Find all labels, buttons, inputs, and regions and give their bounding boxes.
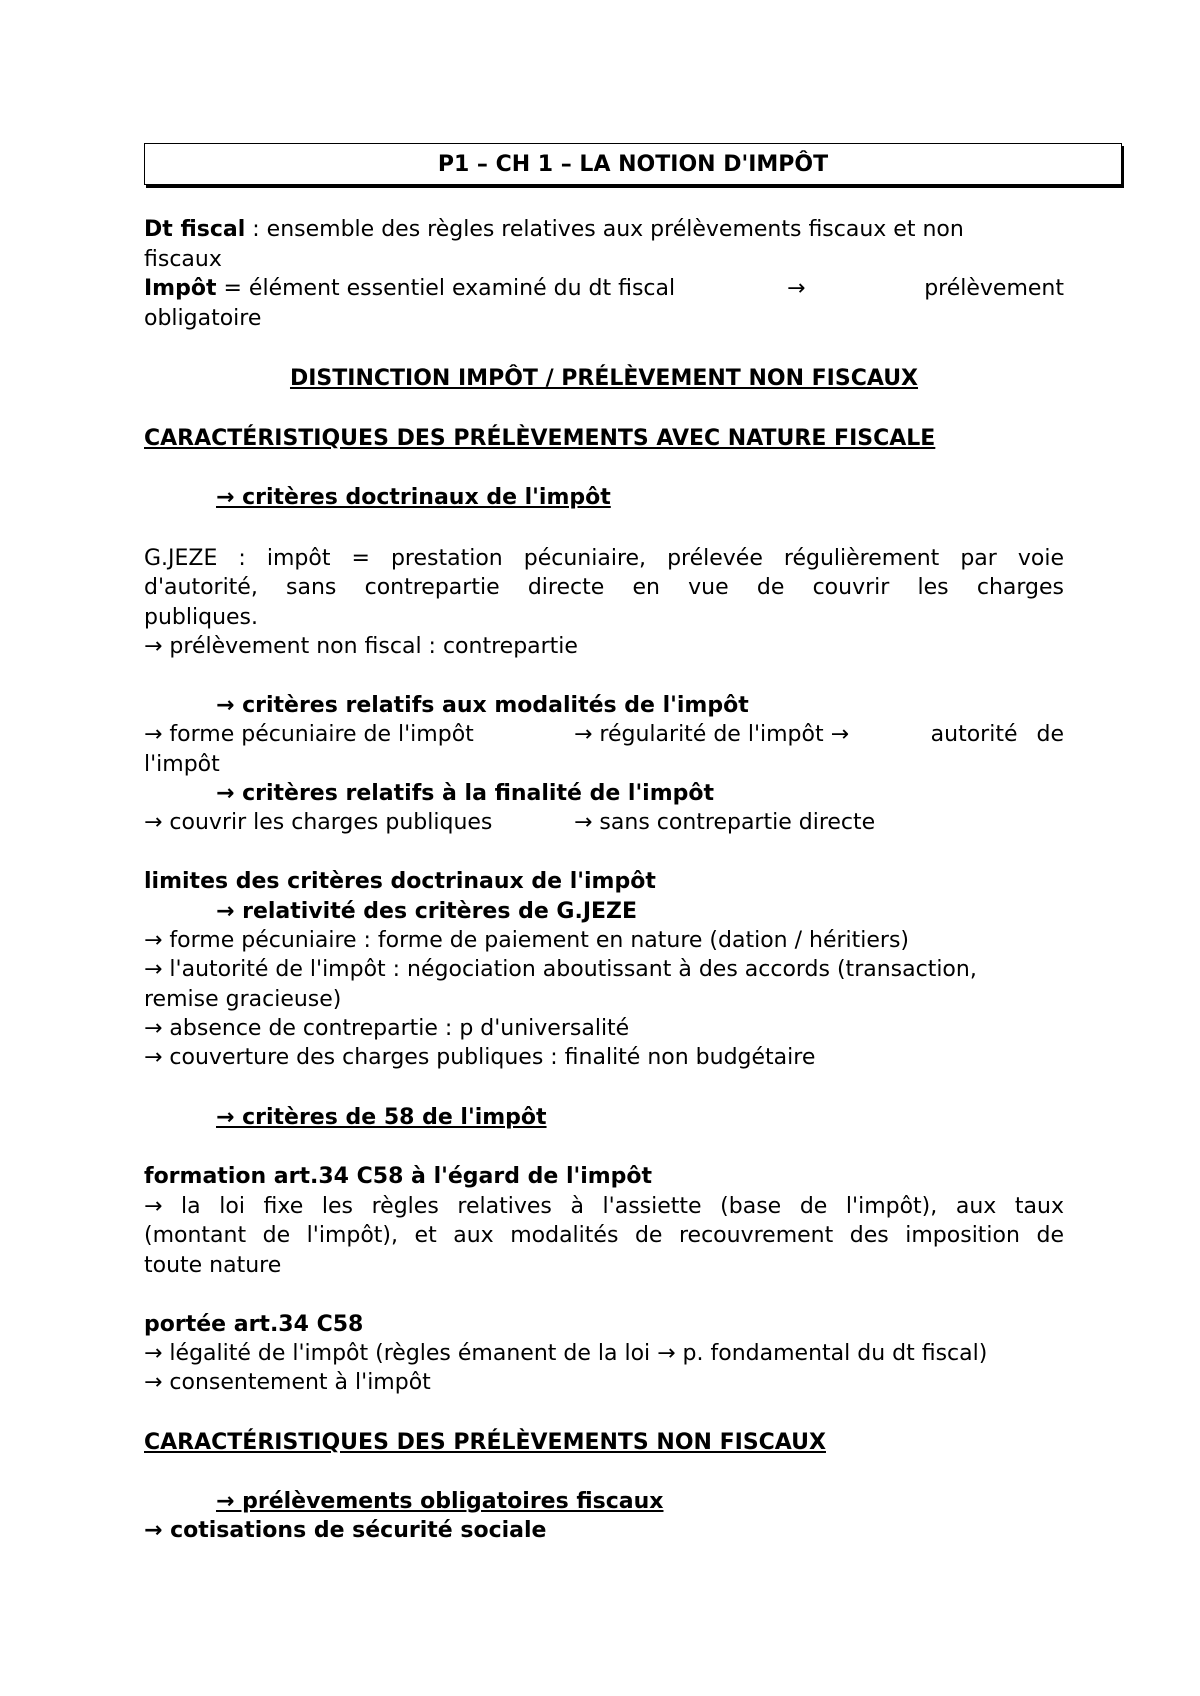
heading-criteres-58: → critères de 58 de l'impôt <box>216 1105 547 1130</box>
intro-impot-cont: obligatoire <box>144 306 262 331</box>
heading-modalites: → critères relatifs aux modalités de l'impôt <box>216 693 749 718</box>
limites-sub: → relativité des critères de G.JEZE <box>216 899 638 924</box>
impot-label: Impôt <box>144 276 217 301</box>
heading-formation: formation art.34 C58 à l'égard de l'impôt <box>144 1164 653 1189</box>
heading-finalite: → critères relatifs à la finalité de l'impôt <box>216 781 715 806</box>
limites-line-5: → couverture des charges publiques : finalité non budgétaire <box>144 1045 816 1070</box>
page-title: P1 – CH 1 – LA NOTION D'IMPÔT <box>144 143 1122 185</box>
formation-line-3: toute nature <box>144 1253 282 1278</box>
finalite-a: → couvrir les charges publiques <box>144 810 493 835</box>
intro-dt-line <box>144 215 964 245</box>
dt-fiscal-label: Dt fiscal <box>144 217 246 242</box>
portee-line-1: → légalité de l'impôt (règles émanent de la loi → p. fondamental du dt fiscal) <box>144 1341 988 1366</box>
modalites-d: l'impôt <box>144 752 220 777</box>
heading-carac-non-fiscaux: CARACTÉRISTIQUES DES PRÉLÈVEMENTS NON FISCAUX <box>144 1430 826 1455</box>
modalites-line <box>144 720 1064 750</box>
heading-distinction: DISTINCTION IMPÔT / PRÉLÈVEMENT NON FISCAUX <box>289 366 919 391</box>
heading-limites: limites des critères doctrinaux de l'impôt <box>144 869 656 894</box>
impot-text: = élément essentiel examiné du dt fiscal <box>216 276 676 301</box>
limites-line-2: → l'autorité de l'impôt : négociation aboutissant à des accords (transaction, <box>144 957 977 982</box>
modalites-c: autorité de <box>930 722 1064 747</box>
limites-line-3: remise gracieuse) <box>144 987 342 1012</box>
portee-line-2: → consentement à l'impôt <box>144 1370 431 1395</box>
finalite-b: → sans contrepartie directe <box>574 810 876 835</box>
jeze-line-1: G.JEZE : impôt = prestation pécuniaire, prélevée régulièrement par voie <box>144 546 1064 571</box>
jeze-line-4: → prélèvement non fiscal : contrepartie <box>144 634 578 659</box>
heading-criteres-doctrinaux: → critères doctrinaux de l'impôt <box>216 485 611 510</box>
modalites-a: → forme pécuniaire de l'impôt <box>144 722 474 747</box>
cotisations-line: → cotisations de sécurité sociale <box>144 1518 547 1543</box>
intro-impot-line <box>144 274 1064 304</box>
formation-line-2: (montant de l'impôt), et aux modalités de recouvrement des imposition de <box>144 1223 1064 1248</box>
arrow-icon: → <box>787 276 806 301</box>
jeze-line-2: d'autorité, sans contrepartie directe en vue de couvrir les charges <box>144 575 1064 600</box>
heading-prelevements-oblig: → prélèvements obligatoires fiscaux <box>216 1489 664 1514</box>
heading-carac-fiscale: CARACTÉRISTIQUES DES PRÉLÈVEMENTS AVEC NATURE FISCALE <box>144 426 936 451</box>
dt-fiscal-text: : ensemble des règles relatives aux prélèvements fiscaux et non <box>245 217 964 242</box>
finalite-line <box>144 808 1064 838</box>
intro-dt-cont: fiscaux <box>144 247 222 272</box>
modalites-b: → régularité de l'impôt → <box>574 722 850 747</box>
impot-right: prélèvement <box>924 276 1064 301</box>
limites-line-4: → absence de contrepartie : p d'universalité <box>144 1016 630 1041</box>
jeze-line-3: publiques. <box>144 605 258 630</box>
heading-portee: portée art.34 C58 <box>144 1312 364 1337</box>
limites-line-1: → forme pécuniaire : forme de paiement en nature (dation / héritiers) <box>144 928 909 953</box>
document-body <box>144 0 1144 1696</box>
formation-line-1: → la loi fixe les règles relatives à l'assiette (base de l'impôt), aux taux <box>144 1194 1064 1219</box>
